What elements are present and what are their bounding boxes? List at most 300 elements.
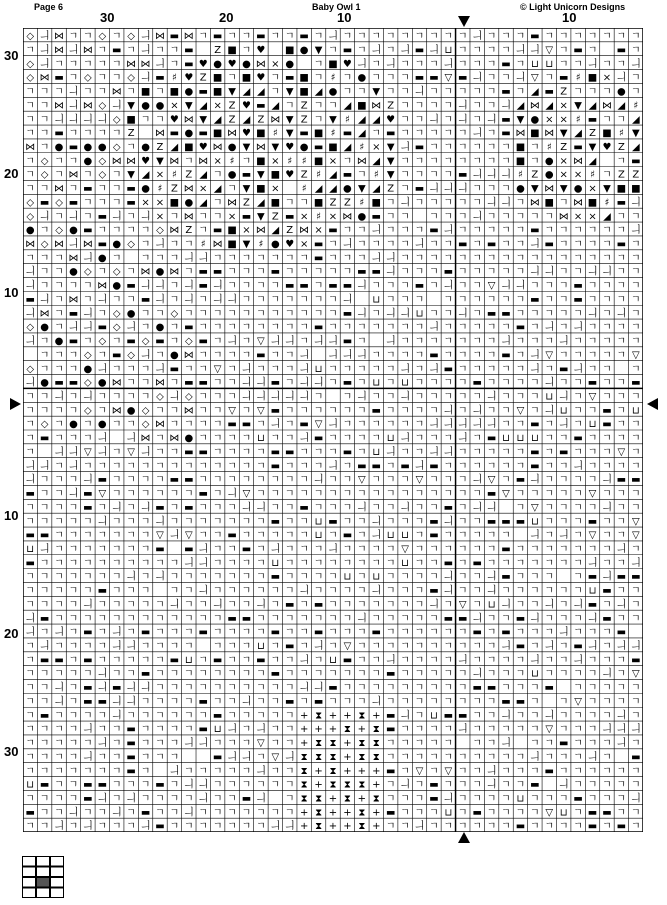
stitch-symbol: ㄱ	[357, 433, 367, 445]
stitch-symbol: ㄱ	[414, 557, 425, 569]
stitch-symbol: ㄱ	[587, 460, 598, 472]
stitch-symbol: ㄱ	[472, 751, 483, 763]
stitch-symbol: ㄱ	[169, 585, 180, 597]
stitch-symbol: ▬	[313, 141, 324, 153]
stitch-symbol: ㄱ	[169, 710, 180, 722]
stitch-symbol: ▬	[270, 266, 281, 278]
stitch-symbol: ㄱ	[97, 72, 108, 84]
copyright-notice: © Light Unicorn Designs	[520, 2, 626, 12]
stitch-symbol: ㄱ	[443, 294, 454, 306]
stitch-symbol: ㄱ	[630, 280, 641, 292]
stitch-symbol: ㄱ	[457, 349, 468, 361]
stitch-symbol: ♯	[590, 169, 595, 181]
stitch-symbol: ▽	[516, 405, 525, 417]
stitch-symbol: ㄱ	[414, 696, 425, 708]
stitch-symbol: ▬	[241, 613, 252, 625]
stitch-symbol: ♯	[518, 169, 523, 181]
stitch-symbol: ⧗	[358, 738, 366, 750]
stitch-symbol: ■	[313, 155, 324, 167]
stitch-symbol: ㄱ	[357, 446, 367, 458]
stitch-symbol: ⧗	[358, 779, 366, 791]
stitch-symbol: ㄱ	[270, 308, 281, 320]
stitch-symbol: ㅢ	[429, 363, 439, 375]
stitch-symbol: ㄱ	[429, 682, 439, 694]
stitch-symbol: ㄱ	[270, 585, 281, 597]
stitch-symbol: ㄱ	[54, 502, 64, 514]
stitch-symbol: ㄱ	[414, 738, 425, 750]
stitch-symbol: ㄱ	[357, 336, 367, 348]
stitch-symbol: ㄱ	[270, 738, 281, 750]
stitch-symbol: ▬	[212, 31, 223, 43]
stitch-symbol: ■	[587, 72, 598, 84]
stitch-symbol: ⧗	[329, 751, 337, 763]
stitch-symbol: ㄱ	[443, 654, 454, 666]
stitch-symbol: ㄱ	[155, 807, 165, 819]
stitch-symbol: ㄱ	[212, 502, 223, 514]
stitch-symbol: ㄱ	[342, 682, 353, 694]
stitch-symbol: ㄱ	[429, 211, 439, 223]
stitch-symbol: ㄱ	[140, 363, 151, 375]
stitch-symbol: ▬	[25, 294, 35, 306]
stitch-symbol: ㄱ	[313, 405, 324, 417]
stitch-symbol: ㄱ	[501, 807, 511, 819]
stitch-symbol: ㄱ	[183, 613, 194, 625]
stitch-symbol: ㄱ	[155, 696, 165, 708]
stitch-symbol: ㅢ	[429, 183, 439, 195]
stitch-symbol: ㄱ	[486, 807, 497, 819]
stitch-symbol: ◇	[40, 419, 49, 431]
stitch-symbol: ㄱ	[227, 308, 237, 320]
stitch-symbol: ■	[241, 72, 252, 84]
stitch-symbol: ㄱ	[515, 585, 526, 597]
stitch-symbol: ◇	[84, 377, 92, 389]
stitch-symbol: ㄱ	[68, 710, 79, 722]
stitch-symbol: ㄱ	[457, 779, 468, 791]
stitch-symbol: ㄱ	[241, 294, 252, 306]
minimap-page	[51, 878, 64, 888]
stitch-symbol: ㄱ	[587, 543, 598, 555]
stitch-symbol: ㄱ	[54, 571, 64, 583]
stitch-symbol: ●	[270, 239, 280, 251]
stitch-symbol: ㅢ	[573, 654, 583, 666]
stitch-symbol: ㄱ	[155, 557, 165, 569]
stitch-symbol: ㄱ	[212, 613, 223, 625]
stitch-symbol: ㅢ	[126, 641, 136, 653]
stitch-symbol: ▼	[574, 100, 582, 112]
stitch-symbol: ㄱ	[414, 114, 425, 126]
stitch-symbol: ㄱ	[183, 724, 194, 736]
stitch-symbol: ▬	[429, 530, 439, 542]
stitch-symbol: ㄱ	[126, 419, 136, 431]
stitch-symbol: ㄱ	[140, 322, 151, 334]
stitch-symbol: ㄱ	[328, 557, 338, 569]
stitch-symbol: ▬	[39, 654, 50, 666]
stitch-symbol: ㄱ	[54, 294, 64, 306]
stitch-symbol: ■	[313, 197, 324, 209]
stitch-symbol: ㄱ	[39, 738, 50, 750]
stitch-symbol: ㄱ	[140, 724, 151, 736]
stitch-symbol: ㅢ	[530, 474, 540, 486]
stitch-symbol: ㄱ	[616, 322, 627, 334]
stitch-symbol: ㄱ	[357, 571, 367, 583]
stitch-symbol: ㄱ	[126, 225, 136, 237]
stitch-symbol: ㅢ	[97, 682, 108, 694]
stitch-symbol: ㄱ	[616, 280, 627, 292]
stitch-symbol: ㄱ	[169, 793, 180, 805]
stitch-symbol: ㄱ	[472, 349, 483, 361]
stitch-symbol: ㄱ	[457, 211, 468, 223]
stitch-symbol: ㅢ	[400, 710, 410, 722]
stitch-symbol: ㄱ	[111, 169, 122, 181]
stitch-symbol: ㄱ	[515, 86, 526, 98]
stitch-symbol: Z	[329, 197, 337, 209]
stitch-symbol: ㄱ	[544, 627, 555, 639]
stitch-symbol: ㄱ	[587, 724, 598, 736]
stitch-symbol: ▬	[472, 377, 482, 389]
stitch-symbol: ㄱ	[515, 710, 526, 722]
stitch-symbol: ㄱ	[357, 682, 367, 694]
stitch-symbol: ♯	[359, 197, 365, 209]
stitch-symbol: ㄱ	[169, 405, 180, 417]
stitch-symbol: ⧗	[329, 779, 337, 791]
stitch-symbol: ㄱ	[501, 460, 511, 472]
stitch-symbol: ㄱ	[241, 779, 252, 791]
stitch-symbol: ㄱ	[400, 336, 410, 348]
stitch-symbol: ㅢ	[313, 377, 324, 389]
stitch-symbol: ㄱ	[587, 31, 598, 43]
stitch-symbol: ㅢ	[97, 363, 108, 375]
stitch-symbol: ㄱ	[25, 433, 36, 445]
stitch-symbol: ㄱ	[414, 225, 425, 237]
stitch-symbol: ⧗	[343, 724, 351, 736]
stitch-symbol: ⧗	[343, 779, 351, 791]
stitch-symbol: ㅢ	[284, 336, 295, 348]
stitch-symbol: ●	[97, 141, 107, 153]
stitch-symbol: ■	[357, 100, 367, 112]
stitch-symbol: ㄱ	[602, 308, 612, 320]
stitch-symbol: ㅢ	[587, 641, 598, 653]
stitch-symbol: ▬	[429, 585, 439, 597]
stitch-symbol: ㄱ	[530, 821, 540, 832]
stitch-symbol: ㄱ	[486, 446, 497, 458]
stitch-symbol: ㄱ	[241, 641, 252, 653]
stitch-symbol: ㄱ	[602, 322, 612, 334]
stitch-symbol: ㄱ	[400, 627, 410, 639]
stitch-symbol: ●	[227, 169, 237, 181]
stitch-symbol: ㄱ	[602, 391, 612, 403]
stitch-symbol: ㄱ	[414, 433, 425, 445]
stitch-symbol: ㄱ	[400, 751, 410, 763]
stitch-symbol: ◢	[588, 155, 597, 167]
stitch-symbol: ㄱ	[429, 405, 439, 417]
stitch-symbol: ㅢ	[472, 169, 483, 181]
stitch-symbol: ㄱ	[241, 516, 252, 528]
stitch-symbol: ⋈	[573, 155, 584, 167]
stitch-symbol: ㄱ	[342, 31, 353, 43]
stitch-symbol: ㄱ	[400, 58, 410, 70]
stitch-symbol: ㅢ	[501, 641, 511, 653]
stitch-symbol: ㄱ	[241, 433, 252, 445]
stitch-symbol: ㄱ	[126, 627, 136, 639]
stitch-symbol: ㄱ	[357, 488, 367, 500]
stitch-symbol: ㅢ	[573, 460, 583, 472]
stitch-symbol: ㄱ	[515, 225, 526, 237]
stitch-symbol: ▬	[328, 225, 338, 237]
stitch-symbol: ⊔	[401, 530, 409, 542]
stitch-symbol: ㄱ	[400, 516, 410, 528]
stitch-symbol: ㄱ	[83, 738, 93, 750]
stitch-symbol: ㄱ	[587, 474, 598, 486]
stitch-symbol: ㄱ	[558, 349, 569, 361]
stitch-symbol: Z	[185, 225, 193, 237]
stitch-symbol: ㄱ	[126, 488, 136, 500]
stitch-symbol: ㄱ	[587, 405, 598, 417]
stitch-symbol: Z	[156, 141, 164, 153]
stitch-symbol: ㄱ	[227, 72, 237, 84]
stitch-symbol: +	[299, 821, 309, 832]
stitch-symbol: ㄱ	[457, 58, 468, 70]
stitch-symbol: ▬	[515, 613, 526, 625]
stitch-symbol: ㄱ	[515, 211, 526, 223]
stitch-symbol: ㅢ	[443, 446, 454, 458]
stitch-symbol: ⋈	[169, 433, 180, 445]
stitch-symbol: ㅢ	[328, 460, 338, 472]
stitch-symbol: +	[314, 779, 323, 791]
stitch-symbol: ■	[515, 141, 526, 153]
stitch-symbol: ㄱ	[443, 114, 454, 126]
stitch-symbol: ㄱ	[385, 294, 396, 306]
center-arrow-bottom-icon	[458, 832, 470, 843]
stitch-symbol: ㄱ	[602, 751, 612, 763]
stitch-symbol: ▬	[616, 44, 627, 56]
stitch-symbol: ▼	[559, 183, 568, 195]
stitch-symbol: ㄱ	[457, 31, 468, 43]
stitch-symbol: ▬	[429, 793, 439, 805]
stitch-symbol: ㄱ	[414, 252, 425, 264]
stitch-symbol: ㄱ	[256, 821, 266, 832]
stitch-symbol: ㄱ	[313, 280, 324, 292]
stitch-symbol: ⧗	[300, 793, 308, 805]
stitch-symbol: ㅢ	[270, 336, 281, 348]
stitch-symbol: ●	[184, 128, 194, 140]
stitch-symbol: ㄱ	[515, 377, 526, 389]
stitch-symbol: ▽	[401, 543, 409, 555]
stitch-symbol: ▬	[285, 696, 295, 708]
stitch-symbol: ㄱ	[284, 765, 295, 777]
stitch-symbol: ■	[256, 128, 266, 140]
stitch-symbol: ㄱ	[486, 86, 497, 98]
stitch-symbol: ㄱ	[602, 516, 612, 528]
stitch-symbol: ㄱ	[357, 557, 367, 569]
stitch-symbol: ㄱ	[68, 738, 79, 750]
stitch-symbol: ㄱ	[443, 336, 454, 348]
stitch-symbol: ▬	[313, 599, 324, 611]
stitch-symbol: ㄱ	[39, 516, 50, 528]
stitch-symbol: ㄱ	[530, 738, 540, 750]
stitch-symbol: ㅢ	[140, 502, 151, 514]
stitch-symbol: ㄱ	[602, 58, 612, 70]
stitch-symbol: ▬	[616, 571, 627, 583]
stitch-symbol: ×	[271, 183, 280, 195]
stitch-symbol: ㄱ	[486, 211, 497, 223]
stitch-symbol: ㄱ	[39, 474, 50, 486]
stitch-symbol: ▬	[443, 613, 454, 625]
stitch-symbol: ⋈	[154, 31, 165, 43]
stitch-symbol: ㅢ	[587, 613, 598, 625]
stitch-symbol: Z	[531, 169, 539, 181]
stitch-symbol: ㄱ	[443, 100, 454, 112]
stitch-symbol: ×	[242, 225, 251, 237]
stitch-symbol: ㄱ	[227, 585, 237, 597]
stitch-symbol: ♥	[227, 58, 237, 70]
stitch-symbol: ㅢ	[472, 419, 483, 431]
stitch-symbol: ⋈	[54, 183, 65, 195]
stitch-symbol: ●	[357, 211, 367, 223]
stitch-symbol: ㄱ	[68, 779, 79, 791]
stitch-symbol: ㄱ	[270, 86, 281, 98]
stitch-symbol: ㅢ	[299, 391, 309, 403]
stitch-symbol: ㄱ	[313, 72, 324, 84]
stitch-symbol: ㄱ	[25, 183, 36, 195]
stitch-symbol: ▽	[631, 668, 640, 680]
stitch-symbol: ㄱ	[256, 488, 266, 500]
stitch-symbol: ㄱ	[429, 738, 439, 750]
stitch-symbol: ㅢ	[414, 86, 425, 98]
stitch-symbol: ㄱ	[155, 751, 165, 763]
minimap-page	[51, 888, 64, 898]
stitch-symbol: ㄱ	[385, 543, 396, 555]
stitch-symbol: ㄱ	[501, 419, 511, 431]
stitch-symbol: ♯	[301, 155, 307, 167]
stitch-symbol: ㄱ	[212, 821, 223, 832]
stitch-symbol: ㄱ	[54, 724, 64, 736]
stitch-symbol: ㄱ	[501, 252, 511, 264]
stitch-symbol: ㄱ	[97, 751, 108, 763]
stitch-symbol: ◢	[574, 128, 582, 140]
stitch-symbol: ㅢ	[25, 460, 36, 472]
stitch-symbol: ㄱ	[515, 668, 526, 680]
stitch-symbol: ㄱ	[544, 211, 555, 223]
stitch-symbol: ▬	[530, 446, 540, 458]
stitch-symbol: ㅢ	[140, 349, 151, 361]
stitch-symbol: ㄱ	[530, 627, 540, 639]
stitch-symbol: ㄱ	[371, 31, 382, 43]
stitch-symbol: ㄱ	[573, 724, 583, 736]
stitch-symbol: ㄱ	[486, 31, 497, 43]
stitch-symbol: ㄱ	[227, 266, 237, 278]
stitch-symbol: ▬	[458, 72, 468, 84]
stitch-symbol: ♥	[256, 72, 266, 84]
page-location-minimap	[22, 856, 64, 898]
stitch-symbol: ㄱ	[299, 613, 309, 625]
stitch-symbol: ㅢ	[68, 44, 79, 56]
stitch-symbol: ◇	[98, 100, 107, 112]
stitch-symbol: ㄱ	[227, 433, 237, 445]
stitch-symbol: ㄱ	[443, 779, 454, 791]
stitch-symbol: ㄱ	[198, 710, 209, 722]
stitch-symbol: ㄱ	[587, 738, 598, 750]
stitch-symbol: ㄱ	[414, 349, 425, 361]
stitch-symbol: ㄱ	[155, 433, 165, 445]
stitch-symbol: ㄱ	[573, 58, 583, 70]
stitch-symbol: ㄱ	[602, 641, 612, 653]
stitch-symbol: ㄱ	[68, 474, 79, 486]
stitch-symbol: ㅢ	[140, 682, 151, 694]
stitch-symbol: ㅢ	[457, 114, 468, 126]
row-number: 10	[4, 508, 19, 523]
stitch-symbol: ▬	[501, 349, 511, 361]
stitch-symbol: ㄱ	[414, 710, 425, 722]
stitch-symbol: ⊔	[271, 557, 280, 569]
stitch-symbol: ▽	[487, 474, 496, 486]
stitch-symbol: ㄱ	[313, 613, 324, 625]
stitch-symbol: ㄱ	[97, 58, 108, 70]
stitch-symbol: ㄱ	[558, 433, 569, 445]
stitch-symbol: ㄱ	[544, 363, 555, 375]
stitch-symbol: ㄱ	[616, 488, 627, 500]
stitch-symbol: ▬	[285, 280, 295, 292]
stitch-symbol: ㄱ	[328, 266, 338, 278]
stitch-symbol: ㅢ	[544, 322, 555, 334]
stitch-symbol: ㄱ	[155, 44, 165, 56]
stitch-symbol: ㅢ	[630, 225, 641, 237]
stitch-symbol: ⊔	[257, 641, 265, 653]
stitch-symbol: ㄱ	[155, 724, 165, 736]
stitch-symbol: Z	[199, 72, 207, 84]
stitch-symbol: ㄱ	[328, 322, 338, 334]
row-number: 30	[4, 48, 19, 63]
stitch-symbol: ▬	[155, 779, 165, 791]
stitch-symbol: ㄱ	[256, 627, 266, 639]
stitch-symbol: ㄱ	[457, 141, 468, 153]
stitch-symbol: ▬	[111, 349, 122, 361]
stitch-symbol: ㄱ	[83, 710, 93, 722]
stitch-symbol: ▬	[126, 280, 136, 292]
stitch-symbol: ㅢ	[443, 183, 454, 195]
stitch-symbol: ⋈	[25, 141, 36, 153]
stitch-symbol: ㄱ	[270, 654, 281, 666]
stitch-symbol: ㄱ	[97, 197, 108, 209]
stitch-symbol: ㅢ	[227, 751, 237, 763]
stitch-symbol: ㄱ	[126, 543, 136, 555]
stitch-symbol: ㅢ	[284, 751, 295, 763]
stitch-symbol: ㄱ	[573, 530, 583, 542]
stitch-symbol: ×	[328, 211, 338, 223]
stitch-symbol: ㄱ	[256, 613, 266, 625]
stitch-symbol: ㄱ	[472, 654, 483, 666]
stitch-symbol: ㅢ	[457, 724, 468, 736]
stitch-symbol: ㄱ	[544, 31, 555, 43]
stitch-symbol: ㄱ	[530, 308, 540, 320]
stitch-symbol: ㄱ	[284, 100, 295, 112]
stitch-symbol: ㄱ	[429, 724, 439, 736]
stitch-symbol: ㄱ	[457, 641, 468, 653]
stitch-symbol: ㅢ	[25, 474, 36, 486]
stitch-symbol: ▬	[501, 58, 511, 70]
stitch-symbol: ㄱ	[573, 807, 583, 819]
stitch-symbol: ㄱ	[501, 155, 511, 167]
stitch-symbol: ⋈	[255, 141, 266, 153]
stitch-symbol: ㄱ	[256, 280, 266, 292]
stitch-symbol: ㄱ	[630, 322, 641, 334]
stitch-symbol: ㄱ	[443, 433, 454, 445]
stitch-symbol: ▬	[212, 654, 223, 666]
stitch-symbol: ㄱ	[587, 44, 598, 56]
stitch-symbol: ▬	[184, 446, 194, 458]
stitch-symbol: ㄱ	[429, 280, 439, 292]
stitch-symbol: ㅢ	[400, 433, 410, 445]
stitch-symbol: ㄱ	[212, 641, 223, 653]
